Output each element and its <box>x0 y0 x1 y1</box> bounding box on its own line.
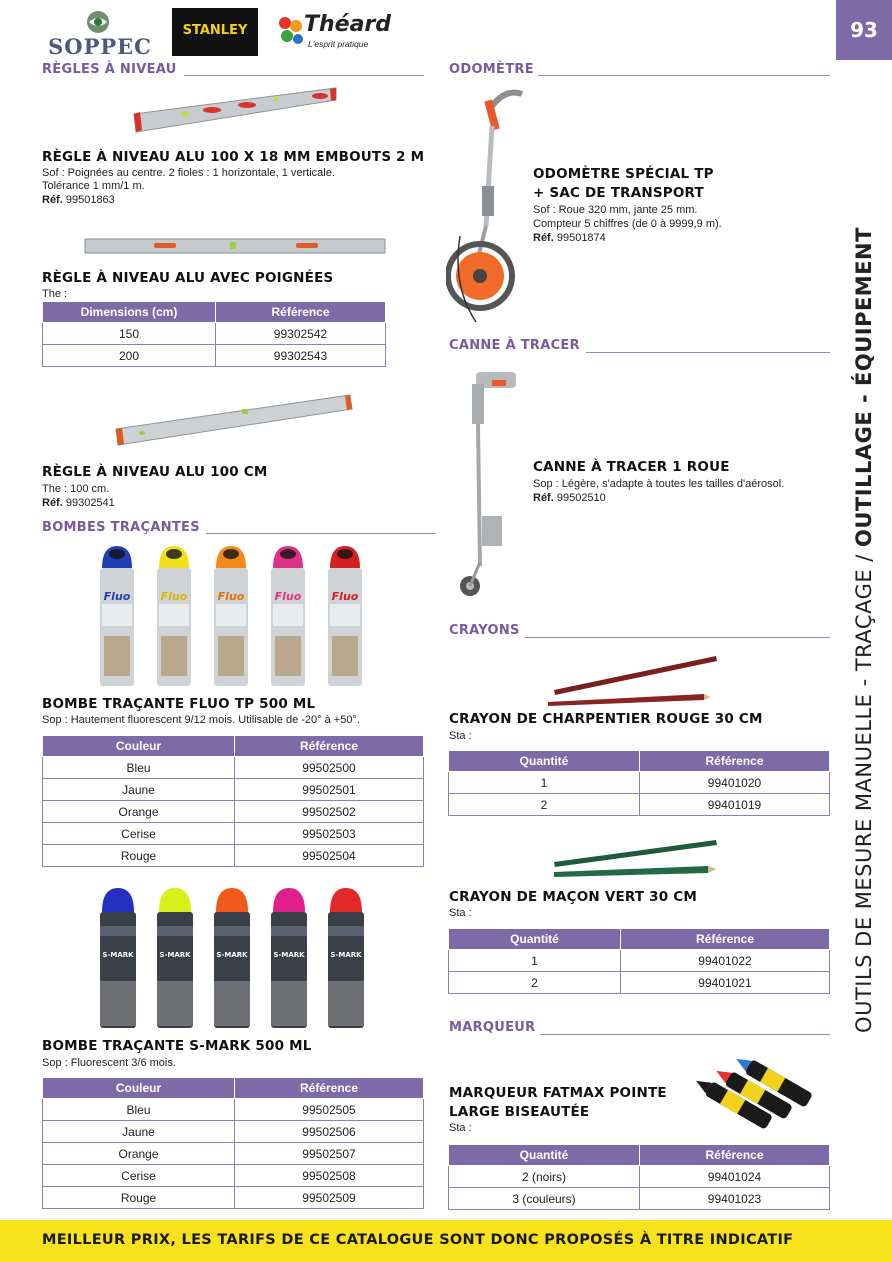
spray-can <box>324 544 366 689</box>
ref-value: 99302541 <box>65 497 115 509</box>
odometer-image <box>446 86 528 336</box>
table-cell: 99502500 <box>235 757 424 779</box>
level-tool-image <box>132 86 338 138</box>
section-divider <box>184 75 424 76</box>
product-reference <box>533 232 606 244</box>
smark-cans-image <box>96 886 368 1031</box>
table-cell: 99401023 <box>640 1188 830 1210</box>
table-row <box>43 1143 424 1165</box>
table-cell: 1 <box>449 772 640 794</box>
marking-cane-image <box>452 366 522 602</box>
spray-can <box>96 544 138 689</box>
level-tool-image <box>114 393 354 451</box>
spray-can <box>267 544 309 689</box>
table-cell: 99401022 <box>621 950 830 972</box>
table-row <box>449 1188 830 1210</box>
section-divider <box>525 637 830 638</box>
product-title: RÈGLE À NIVEAU ALU 100 CM <box>42 464 268 480</box>
table-row <box>43 823 424 845</box>
ref-label: Réf. <box>42 497 63 509</box>
product-title: BOMBE TRAÇANTE FLUO TP 500 ML <box>42 696 316 712</box>
can-label: Fluo <box>103 590 131 603</box>
section-title-regles: RÈGLES À NIVEAU <box>42 62 177 77</box>
table-header: Couleur <box>43 1078 235 1099</box>
table-header: Dimensions (cm) <box>43 302 216 323</box>
category-heading-light: OUTILS DE MESURE MANUELLE - TRAÇAGE / <box>852 546 876 1033</box>
table-cell: 99302542 <box>216 323 386 345</box>
spray-can <box>153 544 195 689</box>
product-description: The : 100 cm. <box>42 483 110 495</box>
table-cell: Cerise <box>43 1165 235 1187</box>
theard-wordmark: Théard <box>304 12 392 37</box>
product-title: RÈGLE À NIVEAU ALU 100 X 18 MM EMBOUTS 2 M <box>42 149 425 165</box>
table-row <box>449 1166 830 1188</box>
product-title: RÈGLE À NIVEAU ALU AVEC POIGNÉES <box>42 270 334 286</box>
section-divider <box>538 75 830 76</box>
table-cell: Cerise <box>43 823 235 845</box>
table-cell: 99502507 <box>235 1143 424 1165</box>
table-header: Référence <box>235 1078 424 1099</box>
product-description: Sof : Roue 320 mm, jante 25 mm. <box>533 204 698 216</box>
table-header: Référence <box>621 929 830 950</box>
ref-value: 99501863 <box>65 194 115 206</box>
spray-can-icon <box>96 544 138 689</box>
soppec-logo <box>42 8 158 58</box>
table-cell: 200 <box>43 345 216 367</box>
table-cell: 99502509 <box>235 1187 424 1209</box>
category-heading <box>852 227 876 1033</box>
can-label: S-MARK <box>330 951 362 959</box>
section-divider <box>206 533 436 534</box>
table-cell: 2 <box>449 794 640 816</box>
can-label: Fluo <box>160 590 188 603</box>
section-title-marqueur: MARQUEUR <box>449 1020 536 1035</box>
table-cell: 1 <box>449 950 621 972</box>
product-title: LARGE BISEAUTÉE <box>449 1104 590 1120</box>
product-description: Sop : Hautement fluorescent 9/12 mois. Utilisable de -20° à +50°. <box>42 714 360 726</box>
table-cell: 2 <box>449 972 621 994</box>
stanley-logo <box>172 8 258 56</box>
footer-banner <box>0 1220 892 1262</box>
table-cell: 99401021 <box>621 972 830 994</box>
table-cell: Bleu <box>43 1099 235 1121</box>
can-label: S-MARK <box>216 951 248 959</box>
table-cell: 99502501 <box>235 779 424 801</box>
table-header: Référence <box>640 1145 830 1166</box>
table-row <box>43 1165 424 1187</box>
table-row <box>43 1099 424 1121</box>
reference-table <box>42 735 424 867</box>
table-cell: 2 (noirs) <box>449 1166 640 1188</box>
can-label: Fluo <box>274 590 302 603</box>
table-row <box>43 757 424 779</box>
reference-table <box>42 1077 424 1209</box>
table-cell: 150 <box>43 323 216 345</box>
table-cell: 99401024 <box>640 1166 830 1188</box>
table-header: Quantité <box>449 1145 640 1166</box>
spray-can <box>153 886 197 1031</box>
ref-value: 99501874 <box>556 232 606 244</box>
can-label: Fluo <box>217 590 245 603</box>
table-row <box>43 801 424 823</box>
table-cell: 99401020 <box>640 772 830 794</box>
product-description: Sop : Légère, s'adapte à toutes les tailles d'aérosol. <box>533 478 785 490</box>
footer-text: MEILLEUR PRIX, LES TARIFS DE CE CATALOGUE SONT DONC PROPOSÉS À TITRE INDICATIF <box>42 1232 794 1248</box>
section-title-crayons: CRAYONS <box>449 623 520 638</box>
table-cell: Orange <box>43 801 235 823</box>
table-row <box>43 1121 424 1143</box>
table-cell: 99502505 <box>235 1099 424 1121</box>
can-label: S-MARK <box>102 951 134 959</box>
ref-label: Réf. <box>533 232 554 244</box>
product-description: Sta : <box>449 1122 472 1134</box>
table-row <box>449 794 830 816</box>
product-title: CANNE À TRACER 1 ROUE <box>533 459 730 475</box>
section-title-canne: CANNE À TRACER <box>449 338 580 353</box>
section-title-bombes: BOMBES TRAÇANTES <box>42 520 200 535</box>
spray-can <box>324 886 368 1031</box>
table-cell: 99401019 <box>640 794 830 816</box>
table-header: Référence <box>235 736 424 757</box>
product-description: The : <box>42 288 68 300</box>
spray-can-icon <box>210 544 252 689</box>
product-description: Sta : <box>449 907 472 919</box>
soppec-wordmark: SOPPEC <box>48 34 152 59</box>
table-cell: Jaune <box>43 1121 235 1143</box>
ref-label: Réf. <box>42 194 63 206</box>
product-title: BOMBE TRAÇANTE S-MARK 500 ML <box>42 1038 312 1054</box>
table-header: Couleur <box>43 736 235 757</box>
spray-can-icon <box>324 544 366 689</box>
reference-table <box>42 301 386 367</box>
red-pencils-image <box>546 652 718 706</box>
table-cell: Rouge <box>43 845 235 867</box>
table-header: Référence <box>640 751 830 772</box>
theard-emblem-icon <box>276 14 306 48</box>
table-cell: Rouge <box>43 1187 235 1209</box>
table-header: Quantité <box>449 751 640 772</box>
can-label: Fluo <box>331 590 359 603</box>
product-description: Sta : <box>449 730 472 742</box>
reference-table <box>448 750 830 816</box>
product-reference <box>42 497 115 509</box>
stanley-wordmark: STANLEY <box>182 23 248 38</box>
ref-label: Réf. <box>533 492 554 504</box>
table-row <box>43 845 424 867</box>
table-cell: 3 (couleurs) <box>449 1188 640 1210</box>
table-row <box>43 779 424 801</box>
table-cell: Orange <box>43 1143 235 1165</box>
table-cell: 99502508 <box>235 1165 424 1187</box>
spray-can-icon <box>267 544 309 689</box>
section-divider <box>540 1034 830 1035</box>
spray-can-icon <box>153 544 195 689</box>
table-row <box>449 972 830 994</box>
spray-can <box>267 886 311 1031</box>
table-cell: 99502502 <box>235 801 424 823</box>
markers-image <box>688 1050 832 1140</box>
section-title-odometre: ODOMÈTRE <box>449 62 534 77</box>
page-number: 93 <box>836 0 892 60</box>
spray-can <box>96 886 140 1031</box>
theard-logo <box>276 12 392 54</box>
product-description: Sop : Fluorescent 3/6 mois. <box>42 1057 176 1069</box>
ref-value: 99502510 <box>556 492 606 504</box>
table-header: Référence <box>216 302 386 323</box>
green-pencils-image <box>550 836 722 878</box>
product-title: MARQUEUR FATMAX POINTE <box>449 1085 667 1101</box>
product-description: Tolérance 1 mm/1 m. <box>42 180 145 192</box>
table-cell: 99302543 <box>216 345 386 367</box>
product-title: CRAYON DE MAÇON VERT 30 CM <box>449 889 698 905</box>
category-heading-bold: OUTILLAGE - ÉQUIPEMENT <box>852 227 876 547</box>
product-title: ODOMÈTRE SPÉCIAL TP <box>533 166 714 182</box>
product-title: + SAC DE TRANSPORT <box>533 185 704 201</box>
can-label: S-MARK <box>273 951 305 959</box>
fluo-cans-image <box>96 544 366 689</box>
level-tool-image <box>84 237 386 255</box>
table-row <box>449 950 830 972</box>
product-title: CRAYON DE CHARPENTIER ROUGE 30 CM <box>449 711 763 727</box>
table-cell: Bleu <box>43 757 235 779</box>
table-row <box>43 323 386 345</box>
product-description: Compteur 5 chiffres (de 0 à 9999,9 m). <box>533 218 722 230</box>
reference-table <box>448 1144 830 1210</box>
table-row <box>43 1187 424 1209</box>
table-row <box>449 772 830 794</box>
table-cell: 99502506 <box>235 1121 424 1143</box>
theard-tagline: L'esprit pratique <box>308 39 369 49</box>
can-label: S-MARK <box>159 951 191 959</box>
product-reference <box>533 492 606 504</box>
product-description: Sof : Poignées au centre. 2 fioles : 1 horizontale, 1 verticale. <box>42 167 335 179</box>
spray-can <box>210 886 254 1031</box>
spray-can <box>210 544 252 689</box>
table-cell: 99502504 <box>235 845 424 867</box>
table-cell: 99502503 <box>235 823 424 845</box>
table-cell: Jaune <box>43 779 235 801</box>
product-reference <box>42 194 115 206</box>
section-divider <box>586 352 830 353</box>
reference-table <box>448 928 830 994</box>
table-header: Quantité <box>449 929 621 950</box>
table-row <box>43 345 386 367</box>
